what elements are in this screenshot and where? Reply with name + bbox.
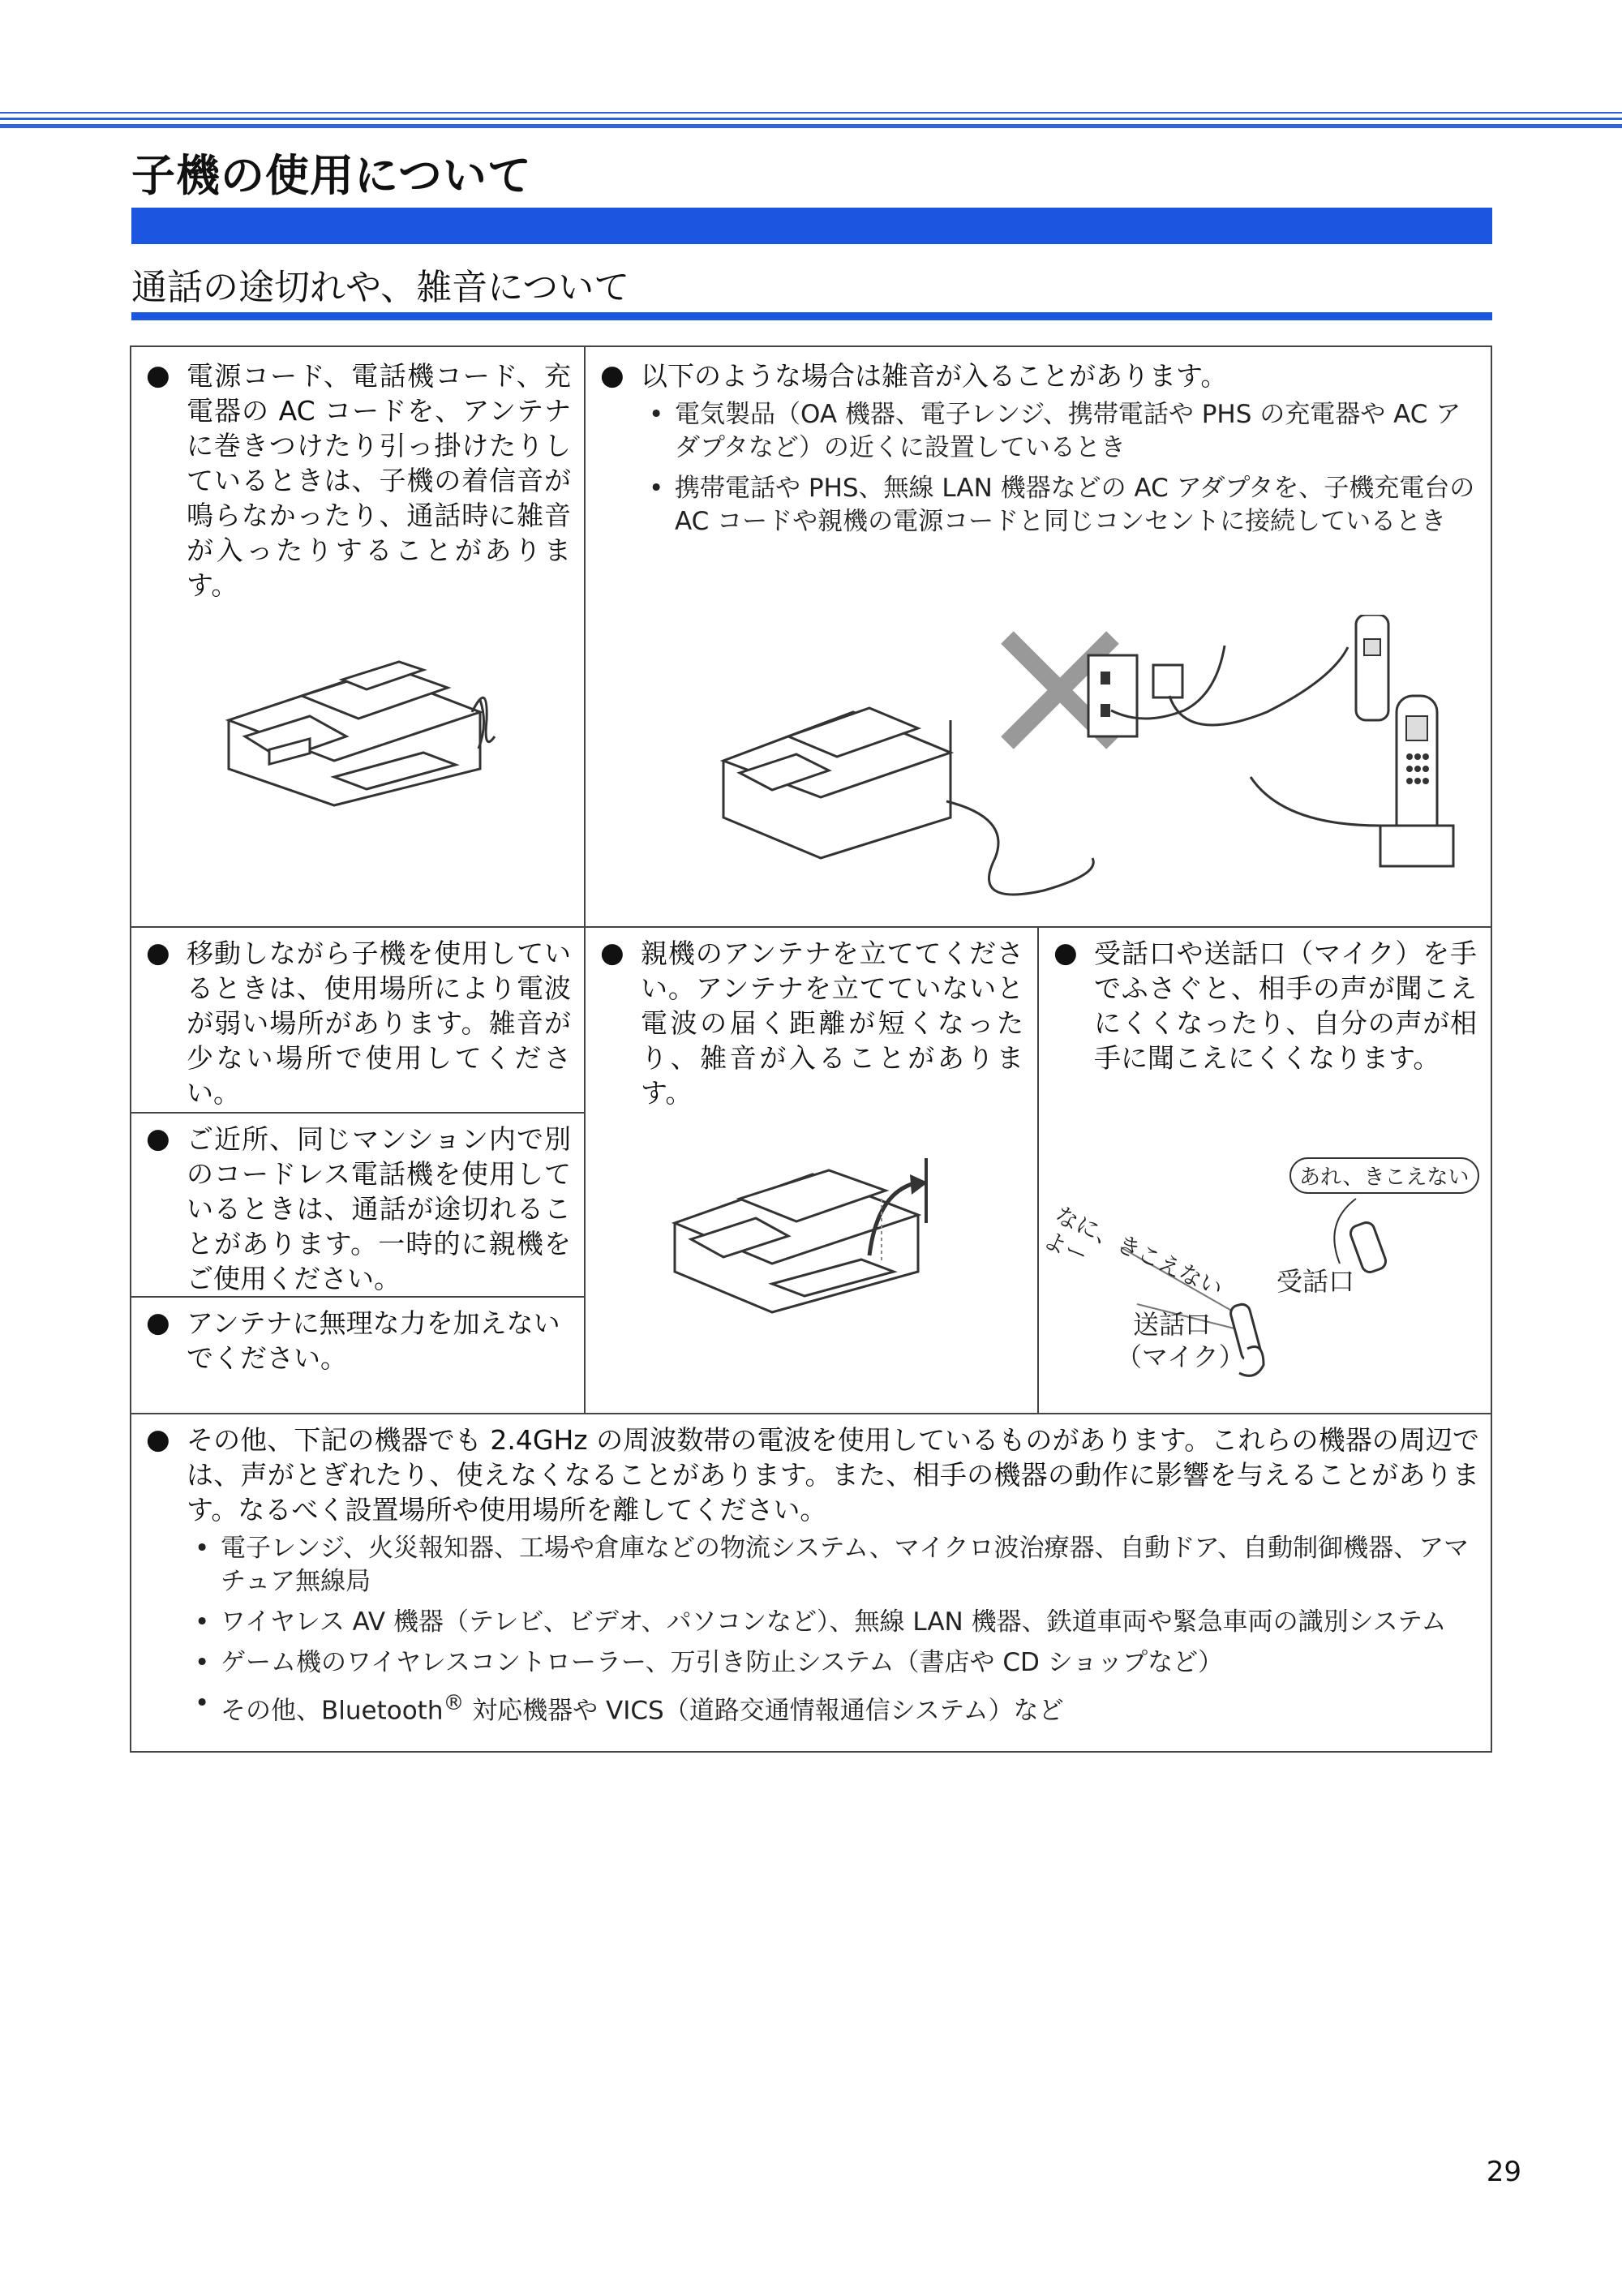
divider xyxy=(131,926,1491,928)
header-rule-bottom xyxy=(0,124,1622,128)
list-item-text: 対応機器や VICS（道路交通情報通信システム）など xyxy=(464,1696,1064,1726)
registered-mark: ® xyxy=(443,1691,465,1715)
cell-other-devices xyxy=(146,1423,1479,1735)
bullet-antenna-cord: ● 電源コード、電話機コード、充電器の AC コードを、アンテナに巻きつけたり引っ掛けたりしているときは、子機の着信音が鳴らなかったり、通話時に雑音が入ったりすることがあります。 xyxy=(146,358,571,603)
page-number: 29 xyxy=(1486,2156,1521,2188)
cell-cover-mic xyxy=(1053,936,1477,1075)
other-devices-list xyxy=(146,1532,1479,1727)
cell-antenna-force xyxy=(146,1306,571,1375)
divider xyxy=(131,1413,1491,1414)
list-item: • 電気製品（OA 機器、電子レンジ、携帯電話や PHS の充電器や AC アダプタなど）の近くに設置しているとき xyxy=(675,398,1476,465)
printer-illustration xyxy=(212,623,521,809)
bullet-noise-cases: ● 以下のような場合は雑音が入ることがあります。 xyxy=(600,358,1476,393)
noise-case-list xyxy=(600,398,1476,539)
cell-moving-use xyxy=(146,936,571,1110)
bullet-cover-mic: ● 受話口や送話口（マイク）を手でふさぐと、相手の声が聞こえにくくなったり、自分の声が相手に聞こえにくくなります。 xyxy=(1053,936,1477,1075)
header-rule-top xyxy=(0,112,1622,114)
list-item: • 電子レンジ、火災報知器、工場や倉庫などの物流システム、マイクロ波治療器、自動ドア、自動制御機器、アマチュア無線局 xyxy=(221,1532,1479,1599)
divider xyxy=(131,1112,584,1114)
bullet-neighbor-cordless: ● ご近所、同じマンション内で別のコードレス電話機を使用しているときは、通話が途切れることがあります。一時的に親機をご使用ください。 xyxy=(146,1122,571,1296)
list-item xyxy=(221,1687,1479,1727)
bullet-moving-use: ● 移動しながら子機を使用しているときは、使用場所により電波が弱い場所があります。雑音が少ない場所で使用してください。 xyxy=(146,936,571,1110)
title-bar xyxy=(131,208,1492,244)
divider xyxy=(584,347,586,1413)
mic-label-sub: （マイク） xyxy=(1116,1341,1245,1372)
info-table xyxy=(130,345,1492,1753)
receiver-label: 受話口 xyxy=(1277,1266,1355,1297)
cell-neighbor-cordless xyxy=(146,1122,571,1296)
cell-noise-cases xyxy=(600,358,1476,546)
bullet-other-devices: ● その他、下記の機器でも 2.4GHz の周波数帯の電波を使用しているものがあります。これらの機器の周辺では、声がとぎれたり、使えなくなることがあります。また、相手の機器の動作に影響を与えることがあります。なるべく設置場所や使用場所を離してください。 xyxy=(146,1423,1479,1527)
bullet-antenna-force: ● アンテナに無理な力を加えないでください。 xyxy=(146,1306,571,1375)
speech-bubble: あれ、きこえない xyxy=(1289,1157,1479,1194)
list-item-text: その他、Bluetooth xyxy=(221,1696,444,1726)
bullet-antenna-up: ● 親機のアンテナを立ててください。アンテナを立てていないと電波の届く距離が短くなったり、雑音が入ることがあります。 xyxy=(600,936,1023,1110)
list-item: • ゲーム機のワイヤレスコントローラー、万引き防止システム（書店や CD ショップなど） xyxy=(221,1646,1479,1680)
list-item: • ワイヤレス AV 機器（テレビ、ビデオ、パソコンなど）、無線 LAN 機器、鉄道車両や緊急車両の識別システム xyxy=(221,1606,1479,1639)
list-item: • 携帯電話や PHS、無線 LAN 機器などの AC アダプタを、子機充電台の AC コードや親機の電源コードと同じコンセントに接続しているとき xyxy=(675,472,1476,539)
subtitle-rule xyxy=(131,312,1492,320)
page-title: 子機の使用について xyxy=(131,150,532,201)
antenna-printer-illustration xyxy=(667,1134,975,1320)
divider xyxy=(131,1296,584,1298)
divider xyxy=(1037,926,1039,1413)
cell-antenna-cord xyxy=(146,358,571,603)
speech-text: なに、きこえないよー xyxy=(1039,1201,1228,1302)
section-subtitle: 通話の途切れや、雑音について xyxy=(131,267,630,308)
cell-antenna-up xyxy=(600,936,1023,1110)
outlet-illustration xyxy=(715,615,1470,915)
header-rule-mid xyxy=(0,118,1622,120)
mic-label: 送話口 xyxy=(1133,1309,1212,1340)
